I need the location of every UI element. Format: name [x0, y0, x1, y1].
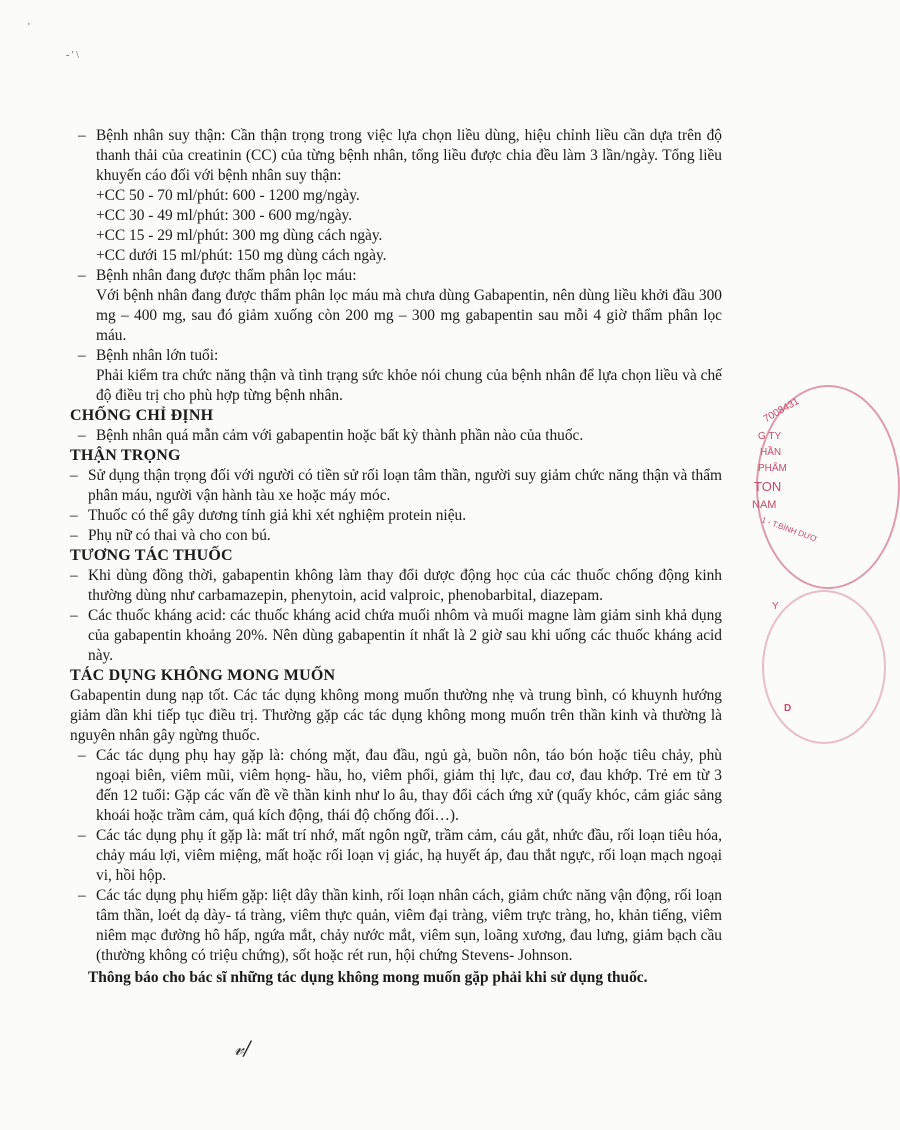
stamp-text: 1 - T.BÌNH DƯƠ [760, 515, 819, 544]
renal-intro: Bệnh nhân suy thận: Cần thận trọng trong việc lựa chọn liều dùng, hiệu chỉnh liều cần dựa trên độ thanh thải của creatinin (CC) của từng bệnh nhân, tổng liều được chia đều làm 3 lần/ngày. Tổng liều khuyến cáo đối với bệnh nhân suy thận: [96, 127, 722, 184]
stamp-text: G TY [758, 431, 782, 442]
cc-dose-line: +CC dưới 15 ml/phút: 150 mg dùng cách ngày. [96, 247, 387, 264]
stamp-text: 7008431 [761, 396, 802, 425]
bullet-dash: – [78, 347, 86, 364]
bullet-dash: – [78, 427, 86, 444]
elderly-text: Phải kiểm tra chức năng thận và tình trạng sức khỏe nói chung của bệnh nhân để lựa chọn liều và chế độ điều trị cho phù hợp từng bệnh nhân. [96, 367, 722, 404]
precaution-item: – Phụ nữ có thai và cho con bú. [70, 527, 271, 544]
doctor-notice: Thông báo cho bác sĩ những tác dụng không mong muốn gặp phải khi sử dụng thuốc. [88, 969, 648, 986]
interaction-item: – Các thuốc kháng acid: các thuốc kháng acid chứa muối nhôm và muối magne làm giảm sinh khả dụng của gabapentin khoảng 20%. Nên dùng gabapentin ít nhất là 2 giờ sau khi uống các thuốc kháng acid này. [70, 607, 722, 664]
company-stamp [752, 385, 836, 745]
bullet-dash: – [70, 467, 78, 484]
cc-dose-line: +CC 15 - 29 ml/phút: 300 mg dùng cách ngày. [96, 227, 383, 244]
precautions-heading: THẬN TRỌNG [70, 447, 181, 464]
adverse-item: – Các tác dụng phụ hiếm gặp: liệt dây thần kinh, rối loạn nhân cách, giảm chức năng vận động, rối loạn tâm thần, loét dạ dày- tá tràng, viêm thực quản, viêm đại tràng, viêm trực tràng, ho, khản tiếng, viêm niêm mạc đường hô hấp, ngứa mắt, chảy nước mắt, viêm sụn, loãng xương, đau lưng, giảm bạch cầu (thường không có triệu chứng), sốt hoặc rét run, hội chứng Stevens- Johnson. [78, 887, 722, 964]
bullet-dash: – [78, 747, 86, 764]
adverse-item: – Các tác dụng phụ ít gặp là: mất trí nhớ, mất ngôn ngữ, trầm cảm, cáu gắt, nhức đầu, rối loạn tiêu hóa, chảy máu lợi, viêm miệng, mất hoặc rối loạn vị giác, hạ huyết áp, đau thắt ngực, rối loạn mạch ngoại vi, hồi hộp. [78, 827, 722, 884]
adverse-item: – Các tác dụng phụ hay gặp là: chóng mặt, đau đầu, ngủ gà, buồn nôn, táo bón hoặc tiêu chảy, phù ngoại biên, viêm mũi, viêm họng- hầu, ho, viêm phổi, giảm thị lực, đau cơ, đau khớp. Trẻ em từ 3 đến 12 tuổi: Gặp các vấn đề về thần kinh như lo âu, thay đổi cách ứng xử (quấy khóc, cảm giác sảng khoái hoặc trầm cảm, quá kích động, thái độ chống đối…). [78, 747, 722, 824]
stamp-text: HẦN [760, 447, 782, 458]
bullet-dash: – [78, 827, 86, 844]
stamp-text: NAM [752, 499, 777, 511]
handwritten-signature: 𝓋/ [234, 1036, 251, 1060]
bullet-dash: – [70, 527, 78, 544]
bullet-dash: – [78, 887, 86, 904]
cc-dose-line: +CC 50 - 70 ml/phút: 600 - 1200 mg/ngày. [96, 187, 360, 204]
stamp-text: TON [754, 479, 782, 494]
dialysis-text: Với bệnh nhân đang được thẩm phân lọc máu mà chưa dùng Gabapentin, nên dùng liều khởi đầu 300 mg – 400 mg, sau đó giảm xuống còn 200 mg – 300 mg gabapentin sau mỗi 4 giờ thẩm phân lọc máu. [96, 287, 722, 344]
bullet-dash: – [70, 507, 78, 524]
stamp-ring [762, 590, 886, 744]
renal-paragraph [70, 126, 722, 186]
scan-mark: ' [28, 22, 30, 33]
stamp-text: Y [772, 601, 779, 612]
interactions-heading: TƯƠNG TÁC THUỐC [70, 547, 233, 564]
precaution-item: – Sử dụng thận trọng đối với người có tiền sử rối loạn tâm thần, người suy giảm chức năng thận và thẩm phân máu, người vận hành tàu xe hoặc máy móc. [70, 467, 722, 504]
dialysis-item [70, 266, 722, 286]
elderly-title: Bệnh nhân lớn tuổi: [96, 347, 219, 364]
cc-dose-line: +CC 30 - 49 ml/phút: 300 - 600 mg/ngày. [96, 207, 353, 224]
adverse-effects-heading: TÁC DỤNG KHÔNG MONG MUỐN [70, 667, 336, 684]
elderly-item [70, 346, 722, 366]
bullet-dash: – [70, 567, 78, 584]
scan-mark: - ' \ [66, 50, 79, 61]
dialysis-title: Bệnh nhân đang được thẩm phân lọc máu: [96, 267, 357, 284]
contraindication-item: – Bệnh nhân quá mẫn cảm với gabapentin hoặc bất kỳ thành phần nào của thuốc. [78, 427, 584, 444]
contraindications-heading: CHỐNG CHỈ ĐỊNH [70, 407, 214, 424]
precaution-item: – Thuốc có thể gây dương tính giả khi xét nghiệm protein niệu. [70, 507, 467, 524]
stamp-text: D [784, 703, 792, 714]
bullet-dash: – [70, 607, 78, 624]
stamp-text: PHẨM [758, 463, 787, 474]
adverse-intro: Gabapentin dung nạp tốt. Các tác dụng không mong muốn thường nhẹ và trung bình, có khuynh hướng giảm dần khi tiếp tục điều trị. Thường gặp các tác dụng không mong muốn trên thần kinh và thường là nguyên nhân gây ngừng thuốc. [70, 687, 722, 744]
bullet-dash: – [78, 267, 86, 284]
bullet-dash: – [78, 127, 86, 144]
interaction-item: – Khi dùng đồng thời, gabapentin không làm thay đổi dược động học của các thuốc chống động kinh thường dùng như carbamazepin, phenytoin, acid valproic, phenobarbital, diazepam. [70, 567, 722, 604]
cc-dose-list [70, 186, 722, 266]
document-body [70, 126, 722, 988]
